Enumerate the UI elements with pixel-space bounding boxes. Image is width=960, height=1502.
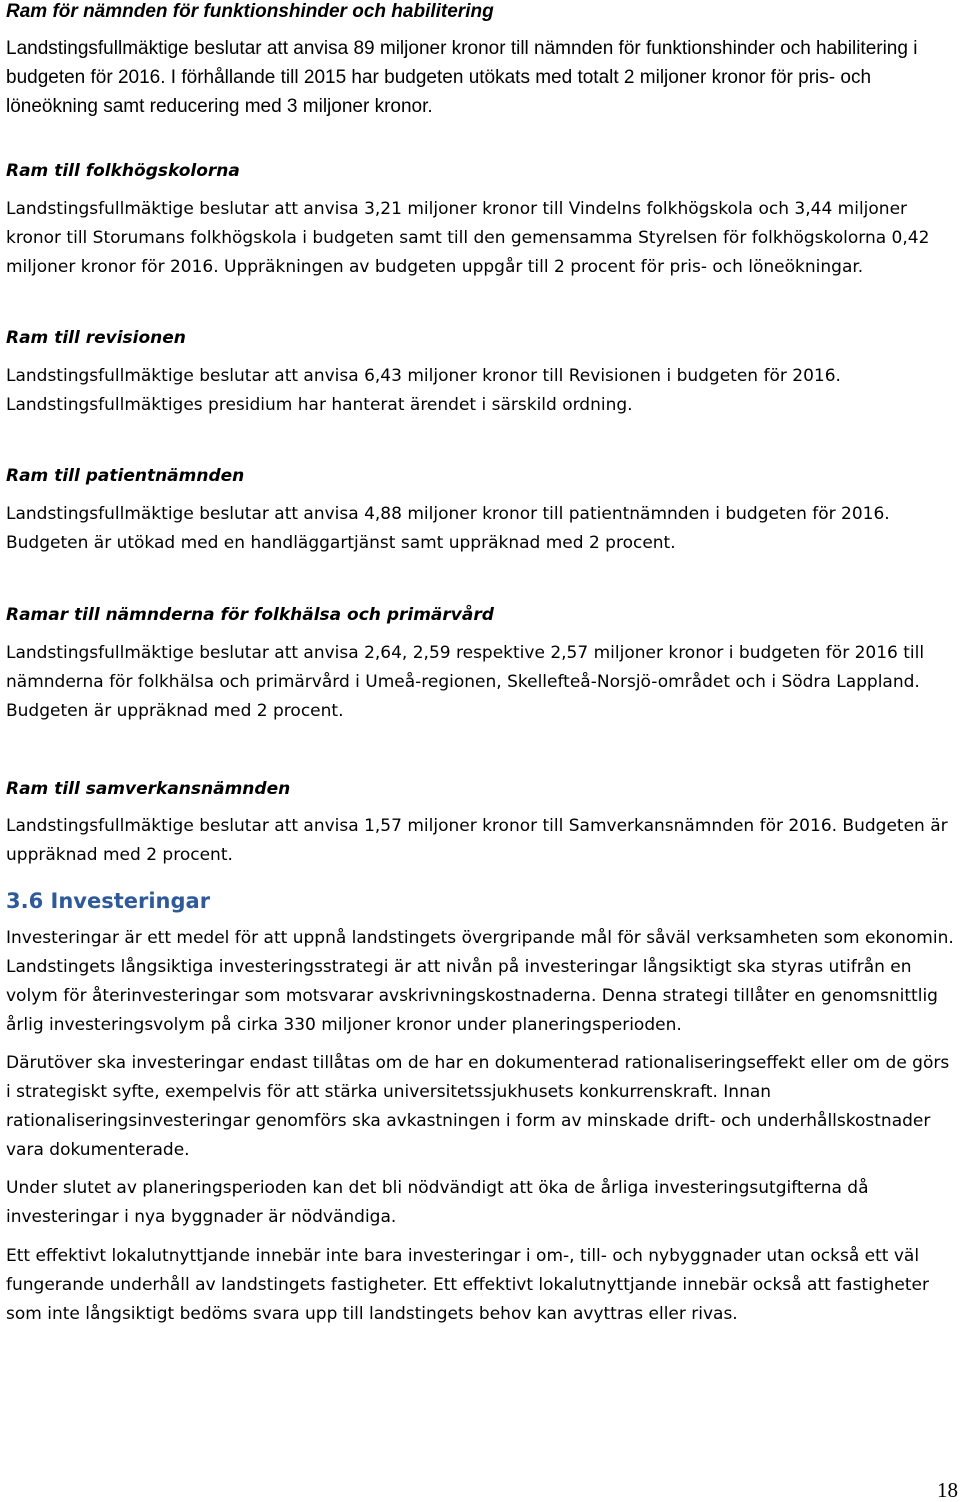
section-paragraph-revisionen: Landstingsfullmäktige beslutar att anvisa 6,43 miljoner kronor till Revisionen i budgeten för 2016. Landstingsfullmäktiges presidium har hanterat ärendet i särskild ordning. bbox=[6, 366, 841, 415]
section-heading-samverkansnamnden: Ram till samverkansnämnden bbox=[6, 779, 291, 799]
investments-paragraph-4: Ett effektivt lokalutnyttjande innebär inte bara investeringar i om-, till- och nybyggnader utan också ett väl fungerande underhåll av landstingets fastigheter. Ett effektivt lokalutnyttjande innebär också att fastigheter som inte långsiktigt bedöms svara upp till landstingets behov kan avyttras eller rivas. bbox=[6, 1246, 929, 1324]
section-heading-funktionshinder: Ram för nämnden för funktionshinder och habilitering bbox=[6, 1, 494, 22]
investments-paragraph-1: Investeringar är ett medel för att uppnå landstingets övergripande mål för såväl verksamheten som ekonomin. Landstingets långsiktiga investeringsstrategi är att nivån på investeringar långsiktigt ska styras utifrån en volym för återinvesteringar som motsvarar avskrivningskostnaderna. Denna strategi tillåter en genomsnittlig årlig investeringsvolym på cirka 330 miljoner kronor under planeringsperioden. bbox=[6, 928, 954, 1035]
section-paragraph-funktionshinder: Landstingsfullmäktige beslutar att anvisa 89 miljoner kronor till nämnden för funktionshinder och habilitering i budgeten för 2016. I förhållande till 2015 har budgeten utökats med totalt 2 miljoner kronor för pris- och löneökning samt reducering med 3 miljoner kronor. bbox=[6, 38, 918, 117]
section-paragraph-folkhalsa: Landstingsfullmäktige beslutar att anvisa 2,64, 2,59 respektive 2,57 miljoner kronor i budgeten för 2016 till nämnderna för folkhälsa och primärvård i Umeå-regionen, Skellefteå-Norsjö-området och i Södra Lappland. Budgeten är uppräknad med 2 procent. bbox=[6, 643, 925, 721]
section-number: 3.6 bbox=[6, 889, 44, 913]
section-paragraph-patientnamnden: Landstingsfullmäktige beslutar att anvisa 4,88 miljoner kronor till patientnämnden i budgeten för 2016. Budgeten är utökad med en handläggartjänst samt uppräknad med 2 procent. bbox=[6, 504, 890, 553]
section-heading-patientnamnden: Ram till patientnämnden bbox=[6, 466, 245, 486]
section-title-text: Investeringar bbox=[50, 889, 211, 913]
section-paragraph-folkhogskolorna: Landstingsfullmäktige beslutar att anvisa 3,21 miljoner kronor till Vindelns folkhögskola och 3,44 miljoner kronor till Storumans folkhögskola i budgeten samt till den gemensamma Styrelsen för folkhögskolorna 0,42 miljoner kronor för 2016. Uppräkningen av budgeten uppgår till 2 procent för pris- och löneökningar. bbox=[6, 199, 930, 277]
section-heading-folkhogskolorna: Ram till folkhögskolorna bbox=[6, 161, 240, 181]
section-heading-revisionen: Ram till revisionen bbox=[6, 328, 186, 348]
investments-paragraph-3: Under slutet av planeringsperioden kan det bli nödvändigt att öka de årliga investeringsutgifterna då investeringar i nya byggnader är nödvändiga. bbox=[6, 1178, 869, 1227]
page-number: 18 bbox=[937, 1478, 958, 1502]
section-heading-folkhalsa: Ramar till nämnderna för folkhälsa och primärvård bbox=[6, 605, 494, 625]
investments-paragraph-2: Därutöver ska investeringar endast tillåtas om de har en dokumenterad rationaliseringseffekt eller om de görs i strategiskt syfte, exempelvis för att stärka universitetssjukhusets konkurrenskraft. Innan rationaliseringsinvesteringar genomförs ska avkastningen i form av minskade drift- och underhållskostnader vara dokumenterade. bbox=[6, 1053, 950, 1160]
document-page bbox=[6, 0, 956, 1329]
section-paragraph-samverkansnamnden: Landstingsfullmäktige beslutar att anvisa 1,57 miljoner kronor till Samverkansnämnden för 2016. Budgeten är uppräknad med 2 procent. bbox=[6, 816, 948, 865]
section-title-investeringar bbox=[6, 886, 956, 916]
